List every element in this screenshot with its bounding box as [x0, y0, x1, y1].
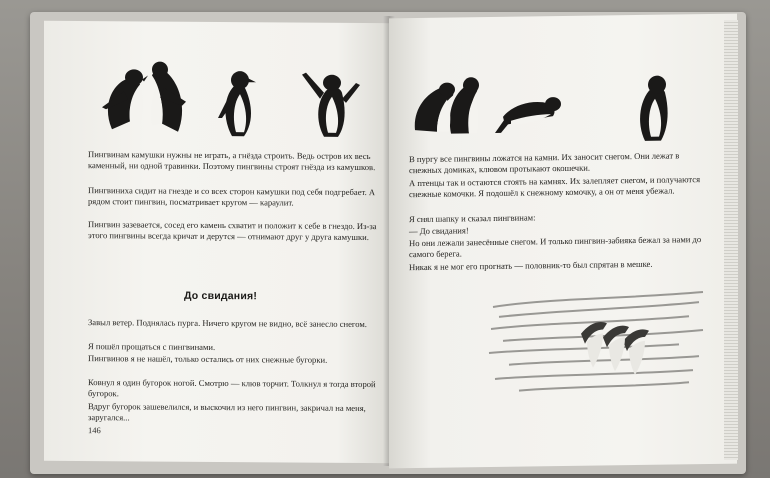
paragraph: Я снял шапку и сказал пингвинам: — [409, 212, 536, 225]
page-number: 146 — [88, 425, 101, 436]
right-page — [389, 14, 737, 469]
paragraph: Я пошёл прощаться с пингвинами. — [88, 341, 216, 352]
penguins-illustration-top-right — [407, 56, 707, 150]
paragraph: Но они лежали занесённые снегом. И только пингвин-забияка бежал за нами до самого берега. — [409, 234, 702, 260]
section-heading: До свидания! — [184, 289, 258, 303]
left-page — [44, 21, 389, 463]
paragraph: Пингвинов я не нашёл, только остались от них снежные бугорки. — [88, 353, 328, 365]
paragraph: Пингвинам камушки нужны не играть, а гнёзда строить. Ведь остров их весь каменный, ни одной травинки. Поэтому пингвины строят гнёзда из камушков. — [88, 149, 376, 173]
paragraph: Пингвин зазевается, сосед его камень схватит и положит к себе в гнездо. Из-за этого пингвины всегда кричат и дерутся — отнимают друг у друга камушки. — [88, 219, 377, 243]
penguins-illustration-top-left — [94, 51, 364, 143]
paragraph: Вдруг бугорок зашевелился, и выскочил из него пингвин, закричал на меня, заругался... — [88, 401, 366, 423]
paragraph: А птенцы так и остаются стоять на камнях. Их залепляет снегом, и получаются снежные комочки. Я подошёл к снежному комочку, а он от меня убежал. — [409, 174, 701, 200]
paragraph: Завыл ветер. Поднялась пурга. Ничего кругом не видно, всё занесло снегом. — [88, 317, 367, 330]
paragraph: Пингвиниха сидит на гнезде и со всех сторон камушки под себя подгребает. А рядом стоит пингвин, посматривает кругом — караулит. — [88, 185, 376, 208]
paragraph: Никак я не мог его прогнать — половник-то был спрятан в мешке. — [409, 258, 653, 273]
paragraph: Ковнул я один бугорок ногой. Смотрю — клюв торчит. Толкнул я тогда второй бугорок. — [88, 377, 376, 399]
snowstorm-penguins-illustration — [489, 286, 709, 409]
paragraph: — До свидания! — [409, 225, 469, 237]
page-edges — [724, 20, 738, 460]
paragraph: В пургу все пингвины ложатся на камни. Их заносит снегом. Они лежат в снежных домиках, клювом протыкают окошечки. — [409, 150, 680, 176]
